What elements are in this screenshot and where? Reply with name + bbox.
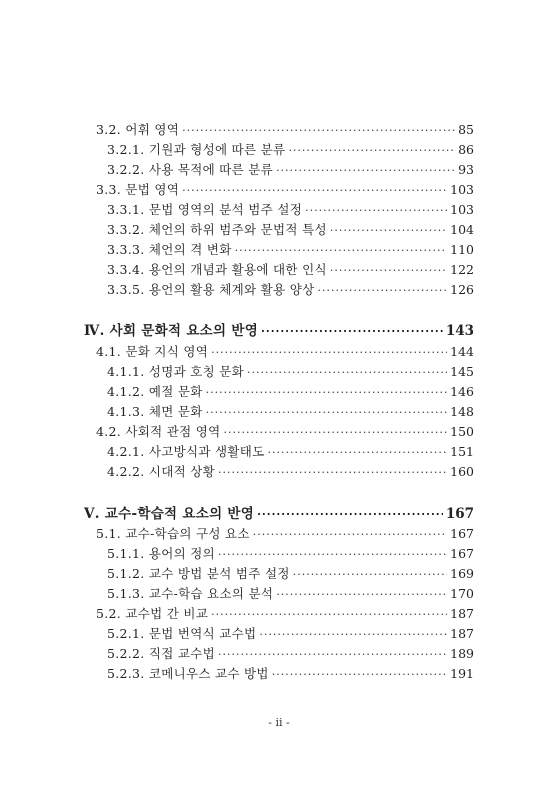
toc-leader-dots (259, 627, 447, 643)
toc-entry-page: 151 (450, 444, 474, 459)
toc-entry (107, 202, 474, 219)
toc-entry-title: 3.3.1. 문법 영역의 분석 범주 설정 (107, 202, 303, 217)
toc-leader-dots (224, 425, 448, 441)
toc-leader-dots (276, 163, 455, 179)
toc-entry-title: 3.3.3. 체언의 격 변화 (107, 242, 232, 257)
toc-entry (107, 282, 474, 299)
toc-chapter-title: Ⅴ. 교수-학습적 요소의 반영 (84, 506, 255, 522)
toc-entry-page: 110 (450, 242, 474, 257)
page-number-footer: - ii - (268, 716, 290, 729)
toc-entry (107, 666, 474, 683)
toc-leader-dots (261, 324, 443, 340)
toc-entry-page: 150 (450, 424, 474, 439)
toc-leader-dots (218, 647, 447, 663)
toc-entry-title: 4.2.1. 사고방식과 생활태도 (107, 444, 265, 459)
toc-entry (107, 646, 474, 663)
toc-entry-title: 5.2.1. 문법 번역식 교수법 (107, 626, 257, 641)
toc-chapter-entry (84, 323, 474, 340)
toc-entry-title: 3.2.2. 사용 목적에 따른 분류 (107, 162, 274, 177)
toc-entry-page: 169 (450, 566, 474, 581)
toc-entry-page: 145 (450, 364, 474, 379)
toc-entry-page: 146 (450, 384, 474, 399)
toc-entry-title: 5.1. 교수-학습의 구성 요소 (96, 526, 250, 541)
toc-entry-page: 122 (450, 262, 474, 277)
toc-entry-title: 3.3. 문법 영역 (96, 182, 180, 197)
toc-entry (107, 262, 474, 279)
toc-entry (96, 344, 474, 361)
toc-leader-dots (293, 567, 447, 583)
toc-leader-dots (206, 385, 448, 401)
toc-entry-title: 5.2.3. 코메니우스 교수 방법 (107, 666, 269, 681)
toc-entry (107, 464, 474, 481)
toc-entry-page: 93 (458, 162, 474, 177)
toc-entry (107, 586, 474, 603)
toc-leader-dots (330, 223, 447, 239)
toc-entry-page: 167 (450, 526, 474, 541)
toc-leader-dots (182, 123, 455, 139)
toc-chapter-entry (84, 506, 474, 523)
toc-chapter-page: 167 (445, 506, 474, 522)
toc-chapter-page: 143 (445, 323, 474, 339)
toc-leader-dots (235, 243, 447, 259)
toc-entry (107, 142, 474, 159)
toc-leader-dots (305, 203, 447, 219)
toc-entry-title: 5.2.2. 직접 교수법 (107, 646, 216, 661)
toc-entry-page: 187 (450, 626, 474, 641)
toc-entry-page: 86 (458, 142, 474, 157)
toc-entry-title: 3.3.5. 용언의 활용 체계와 활용 양상 (107, 282, 315, 297)
toc-leader-dots (182, 183, 447, 199)
toc-entry-title: 3.2. 어휘 영역 (96, 122, 180, 137)
toc-entry-title: 4.2.2. 시대적 상황 (107, 464, 216, 479)
toc-entry-page: 144 (450, 344, 474, 359)
toc-entry (107, 162, 474, 179)
toc-entry (107, 546, 474, 563)
toc-leader-dots (253, 527, 447, 543)
toc-entry (107, 626, 474, 643)
toc-entry-page: 85 (458, 122, 474, 137)
toc-leader-dots (330, 263, 447, 279)
toc-entry (96, 606, 474, 623)
toc-entry-title: 4.1.2. 예절 문화 (107, 384, 203, 399)
toc-entry-page: 103 (450, 182, 474, 197)
toc-entry (107, 242, 474, 259)
toc-entry (107, 384, 474, 401)
toc-entry (96, 424, 474, 441)
toc-entry-page: 104 (450, 222, 474, 237)
toc-leader-dots (218, 547, 447, 563)
toc-entry-page: 170 (450, 586, 474, 601)
toc-leader-dots (211, 607, 447, 623)
toc-entry-title: 3.3.2. 체언의 하위 범주와 문법적 특성 (107, 222, 327, 237)
toc-chapter-title: Ⅳ. 사회 문화적 요소의 반영 (84, 323, 259, 339)
toc-entry-page: 187 (450, 606, 474, 621)
toc-entry-page: 160 (450, 464, 474, 479)
toc-entry (107, 222, 474, 239)
toc-entry-title: 4.1. 문화 지식 영역 (96, 344, 209, 359)
toc-entry-title: 3.2.1. 기원과 형성에 따른 분류 (107, 142, 286, 157)
toc-leader-dots (257, 507, 443, 523)
toc-entry-title: 5.2. 교수법 간 비교 (96, 606, 209, 621)
toc-leader-dots (218, 465, 447, 481)
toc-entry (96, 122, 474, 139)
toc-entry-page: 148 (450, 404, 474, 419)
toc-leader-dots (247, 365, 447, 381)
toc-entry-title: 4.2. 사회적 관점 영역 (96, 424, 221, 439)
toc-leader-dots (288, 143, 455, 159)
toc-leader-dots (272, 667, 447, 683)
toc-entry (107, 364, 474, 381)
toc-leader-dots (268, 445, 448, 461)
toc-entry-page: 103 (450, 202, 474, 217)
toc-entry-title: 5.1.3. 교수-학습 요소의 분석 (107, 586, 274, 601)
toc-leader-dots (317, 283, 447, 299)
toc-leader-dots (211, 345, 447, 361)
toc-entry-page: 191 (450, 666, 474, 681)
toc-entry (107, 404, 474, 421)
toc-entry (96, 526, 474, 543)
toc-entry (107, 444, 474, 461)
toc-entry-title: 3.3.4. 용언의 개념과 활용에 대한 인식 (107, 262, 327, 277)
toc-entry-title: 4.1.3. 체면 문화 (107, 404, 203, 419)
toc-entry-page: 126 (450, 282, 474, 297)
toc-entry-page: 189 (450, 646, 474, 661)
toc-entry-title: 5.1.1. 용어의 정의 (107, 546, 216, 561)
toc-entry (96, 182, 474, 199)
toc-entry (107, 566, 474, 583)
toc-leader-dots (276, 587, 447, 603)
toc-entry-page: 167 (450, 546, 474, 561)
toc-entry-title: 5.1.2. 교수 방법 분석 범주 설정 (107, 566, 290, 581)
toc-leader-dots (206, 405, 448, 421)
toc-entry-title: 4.1.1. 성명과 호칭 문화 (107, 364, 245, 379)
